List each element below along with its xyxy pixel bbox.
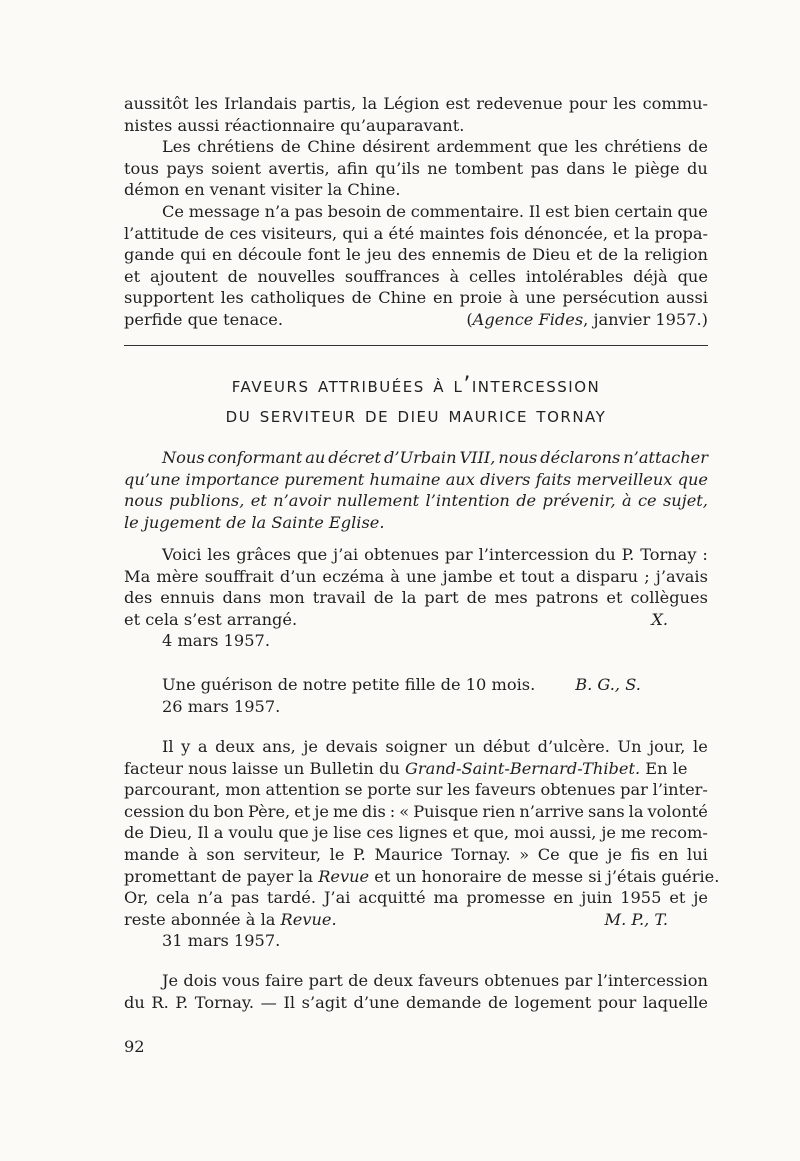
line-text: aussitôt les Irlandais partis, la Légion est redevenue pour les commu- [124,94,708,113]
text-line [124,844,708,866]
line-text: facteur nous laisse un Bulletin du Grand-Saint-Bernard-Thibet. En le [124,758,688,778]
line-text: perfide que tenace. [124,309,284,329]
text-line [124,887,708,909]
heading-line-1: faveurs attribuées à l’intercession [231,373,601,398]
text-line [124,201,708,223]
line-text: et cela s’est arrangé. [124,609,298,629]
line-text: cession du bon Père, et je me dis : « Puisque rien n’arrive sans la volonté [124,801,708,821]
text-line [124,309,708,331]
line-text: Voici les grâces que j’ai obtenues par l’intercession du P. Tornay : [162,545,708,564]
signature: M. P., T. [604,909,668,929]
text-line [124,758,708,780]
line-text: mande à son serviteur, le P. Maurice Tornay. » Ce que je fis en lui [124,844,708,864]
line-text: promettant de payer la Revue et un honoraire de messe si j’étais guérie. [124,866,720,886]
text-line [124,779,708,801]
signature: X. [651,609,668,629]
line-text: Or, cela n’a pas tardé. J’ai acquitté ma promesse en juin 1955 et je [124,888,708,908]
text-line [124,544,708,566]
line-text: du R. P. Tornay. — Il s’agit d’une demande de logement pour laquelle [124,992,708,1012]
line-text: tous pays soient avertis, afin qu’ils ne tombent pas dans le piège du [124,158,708,178]
line-text: l’attitude de ces visiteurs, qui a été maintes fois dénoncée, et la propa- [124,223,708,243]
text-line [124,822,708,844]
date [124,930,708,952]
text-line [124,158,708,180]
source-citation: (Agence Fides, janvier 1957.) [466,309,708,329]
line-text: Je dois vous faire part de deux faveurs obtenues par l’intercession [162,971,708,990]
text-line [124,587,708,609]
text-line [124,266,708,288]
text-line [124,179,708,201]
heading-line-2: du serviteur de dieu maurice tornay [225,403,607,428]
text-line [124,447,708,469]
date-text: 4 mars 1957. [162,631,270,651]
date [124,696,708,718]
text-line [124,674,708,696]
line-text: des ennuis dans mon travail de la part de mes patrons et collègues [124,588,708,608]
text-line [124,469,708,491]
text-line [124,490,708,512]
paragraph-1 [124,93,708,136]
text-line [124,136,708,158]
text-line [124,801,708,823]
line-text: supportent les catholiques de Chine en proie à une persécution aussi [124,288,708,308]
text-line [124,609,708,631]
section-heading [124,371,708,431]
line-text: Les chrétiens de Chine désirent ardemment que les chrétiens de [162,137,708,156]
line-text: et ajoutent de nouvelles souffrances à celles intolérables déjà que [124,266,708,286]
line-text: Ce message n’a pas besoin de commentaire. Il est bien certain que [162,202,708,221]
section-divider [124,345,708,346]
testimony-4 [124,970,708,1013]
text-line [124,909,708,931]
line-text: nous publions, et n’avoir nullement l’intention de prévenir, à ce sujet, [124,491,708,511]
text-line [124,93,708,115]
testimony-3 [124,736,720,952]
line-text: le jugement de la Sainte Eglise. [124,512,385,532]
page-number: 92 [124,1037,145,1056]
line-text: nistes aussi réactionnaire qu’auparavant. [124,115,465,135]
paragraph-2 [124,136,708,201]
line-text: Il y a deux ans, je devais soigner un début d’ulcère. Un jour, le [162,737,708,756]
line-text: reste abonnée à la Revue. [124,909,337,929]
text-line [124,992,708,1014]
disclaimer [124,447,708,533]
text-line [124,223,708,245]
line-text: qu’une importance purement humaine aux divers faits merveilleux que [124,469,708,489]
text-line [124,736,708,758]
line-text: gande qui en découle font le jeu des ennemis de Dieu et de la religion [124,245,708,265]
text-line [124,512,708,534]
date-text: 26 mars 1957. [162,696,281,716]
text-line [124,287,708,309]
text-line [124,970,708,992]
text-line [124,244,708,266]
text-line [124,566,708,588]
line-text: démon en venant visiter la Chine. [124,180,401,200]
date [124,630,708,652]
text-line [124,115,708,137]
line-text: Une guérison de notre petite fille de 10 mois. [162,675,536,694]
testimony-1 [124,544,708,652]
line-text: Nous conformant au décret d’Urbain VIII, nous déclarons n’attacher [162,448,708,467]
line-text: de Dieu, Il a voulu que je lise ces lignes et que, moi aussi, je me recom- [124,823,708,843]
text-line [124,866,720,888]
date-text: 31 mars 1957. [162,931,281,951]
line-text: parcourant, mon attention se porte sur les faveurs obtenues par l’inter- [124,780,708,800]
signature: B. G., S. [575,675,641,694]
line-text: Ma mère souffrait d’un eczéma à une jambe et tout a disparu ; j’avais [124,566,708,586]
testimony-2 [124,674,708,717]
paragraph-3 [124,201,708,331]
